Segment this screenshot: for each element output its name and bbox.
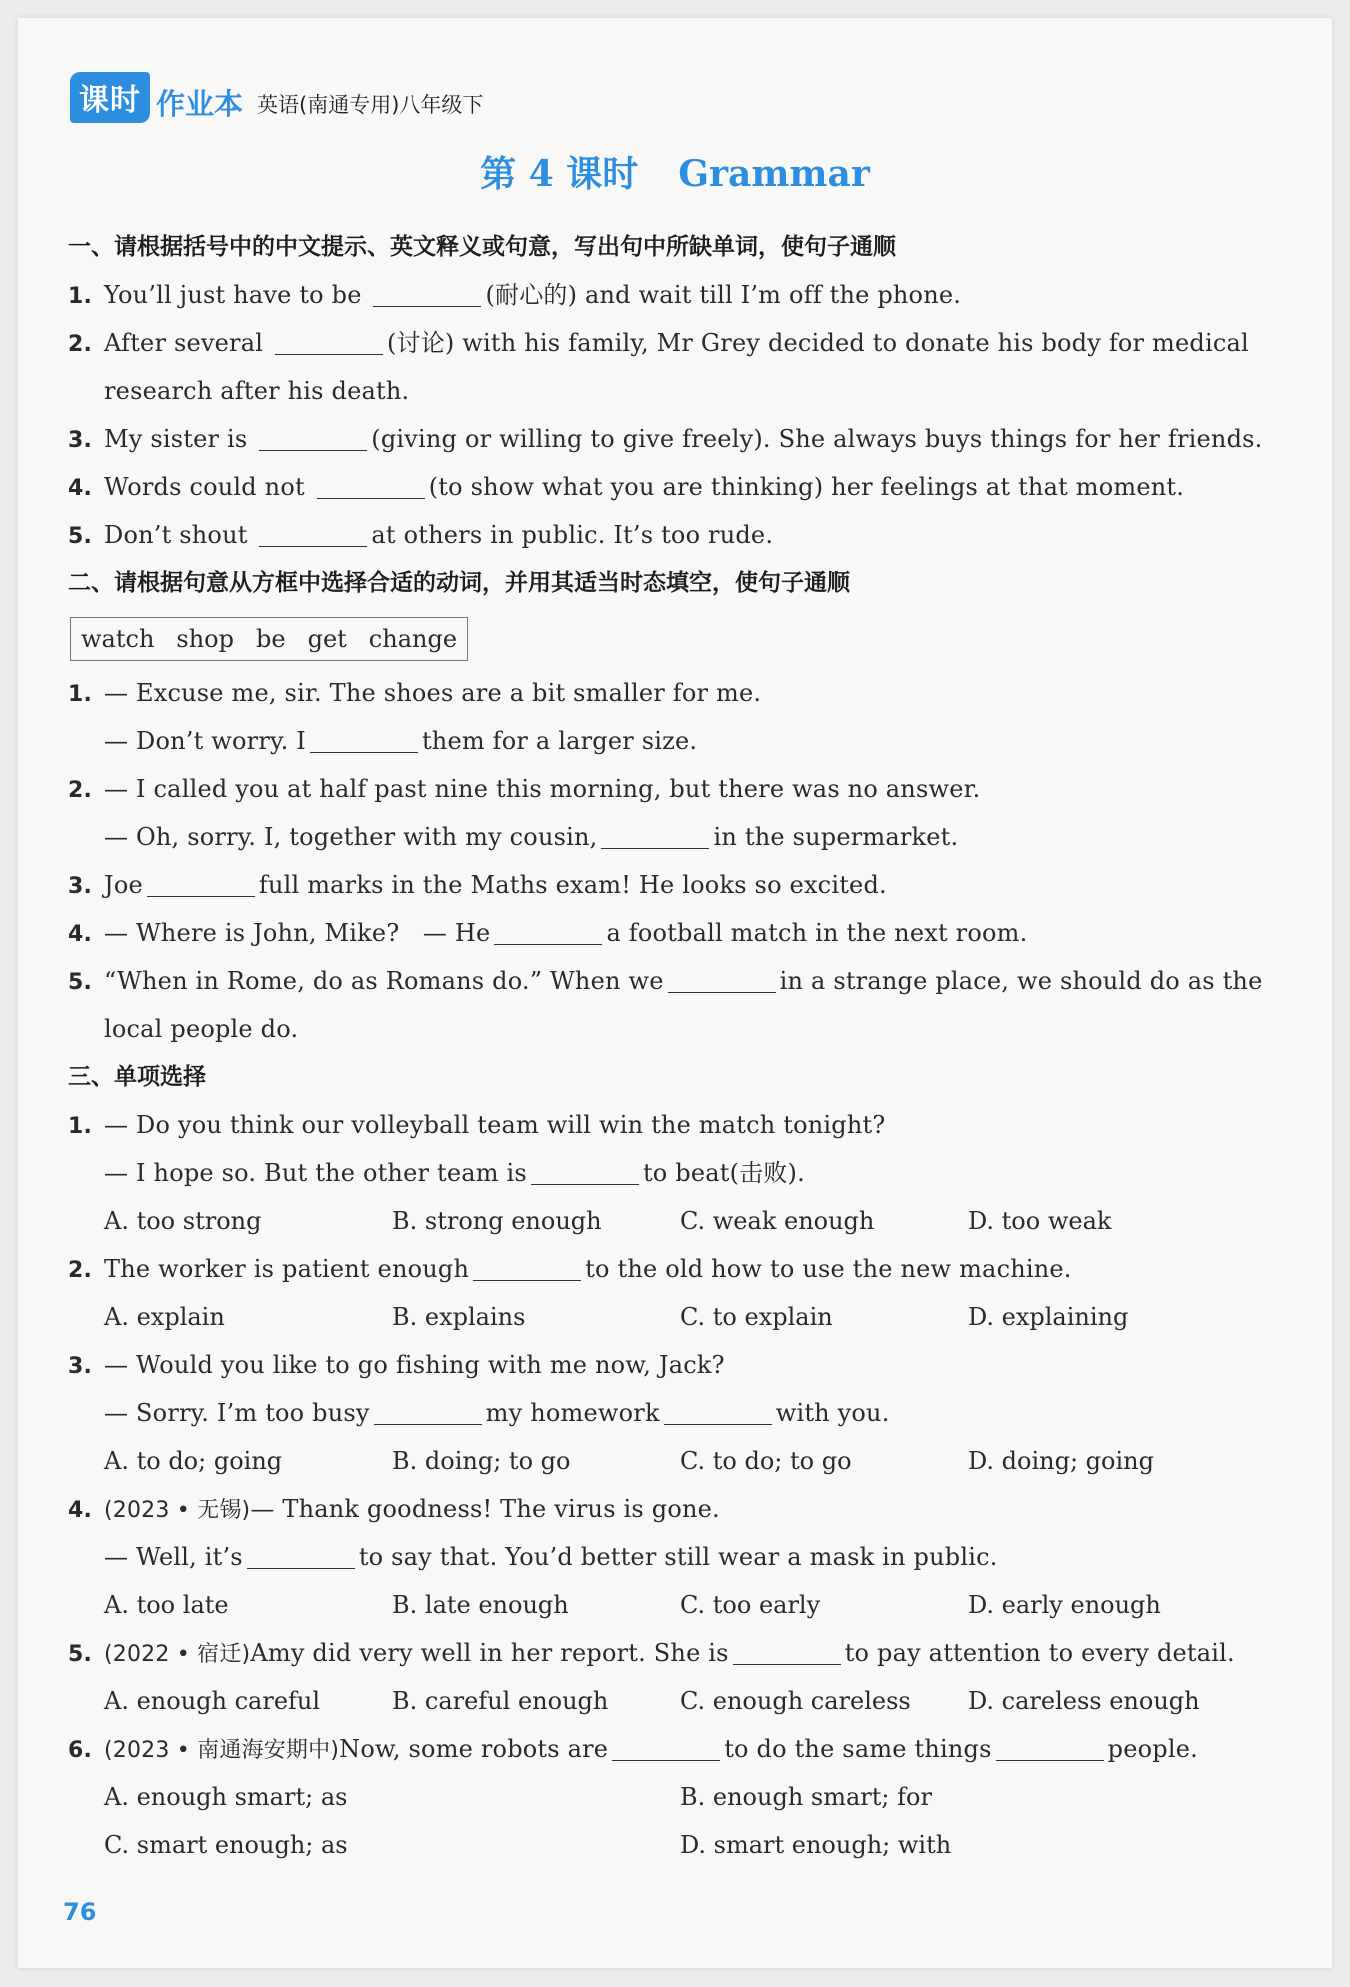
s2-question-3 bbox=[68, 861, 1288, 909]
question-text: them for a larger size. bbox=[421, 727, 698, 755]
choice-c[interactable]: C. to do; to go bbox=[680, 1447, 852, 1475]
brand-name: 作业本 bbox=[156, 87, 244, 121]
question-text: The worker is patient enough bbox=[104, 1255, 470, 1283]
question-number: 3. bbox=[68, 1354, 93, 1379]
brand-logo: 课时 bbox=[70, 72, 150, 123]
s3-question-1-reply bbox=[68, 1149, 1288, 1197]
question-text: — Sorry. I’m too busy bbox=[104, 1399, 370, 1427]
question-text: — Oh, sorry. I, together with my cousin, bbox=[104, 823, 598, 851]
answer-blank[interactable] bbox=[733, 1634, 841, 1665]
question-text: (讨论) with his family, Mr Grey decided to donate his body for medical bbox=[386, 329, 1249, 357]
question-text: — Well, it’s bbox=[104, 1543, 243, 1571]
question-text: — Excuse me, sir. The shoes are a bit smaller for me. bbox=[104, 679, 762, 707]
s3-question-4 bbox=[68, 1485, 1288, 1533]
question-number: 5. bbox=[68, 1642, 93, 1667]
word-option: watch bbox=[81, 625, 155, 653]
question-source: (2023 • 南通海安期中) bbox=[104, 1738, 340, 1763]
question-text: — Where is John, Mike? — He bbox=[104, 919, 491, 947]
answer-blank[interactable] bbox=[612, 1730, 720, 1761]
s3-q2-options bbox=[68, 1293, 1288, 1341]
lesson-topic: Grammar bbox=[678, 153, 870, 195]
question-number: 1. bbox=[68, 284, 93, 309]
choice-b[interactable]: B. explains bbox=[392, 1303, 526, 1331]
question-number: 2. bbox=[68, 778, 93, 803]
answer-blank[interactable] bbox=[275, 324, 383, 355]
s3-question-3-reply bbox=[68, 1389, 1288, 1437]
question-text: — I called you at half past nine this morning, but there was no answer. bbox=[104, 775, 981, 803]
question-text: Words could not bbox=[104, 473, 305, 501]
question-text: a football match in the next room. bbox=[606, 919, 1028, 947]
s3-question-5 bbox=[68, 1629, 1288, 1677]
question-number: 2. bbox=[68, 1258, 93, 1283]
s1-question-4 bbox=[68, 463, 1288, 511]
word-box bbox=[70, 617, 468, 661]
choice-d[interactable]: D. smart enough; with bbox=[680, 1831, 952, 1859]
s3-q6-options-row1 bbox=[68, 1773, 1288, 1821]
answer-blank[interactable] bbox=[494, 914, 602, 945]
choice-b[interactable]: B. strong enough bbox=[392, 1207, 602, 1235]
s2-question-1-reply bbox=[68, 717, 1288, 765]
answer-blank[interactable] bbox=[374, 1394, 482, 1425]
choice-a[interactable]: A. too strong bbox=[104, 1207, 262, 1235]
s3-question-1 bbox=[68, 1101, 1288, 1149]
question-number: 6. bbox=[68, 1738, 93, 1763]
answer-blank[interactable] bbox=[473, 1250, 581, 1281]
question-text: to the old how to use the new machine. bbox=[585, 1255, 1072, 1283]
choice-c[interactable]: C. smart enough; as bbox=[104, 1831, 348, 1859]
question-number: 4. bbox=[68, 476, 93, 501]
question-text: My sister is bbox=[104, 425, 248, 453]
word-option: change bbox=[368, 625, 458, 653]
s1-question-3 bbox=[68, 415, 1288, 463]
s3-question-3 bbox=[68, 1341, 1288, 1389]
choice-a[interactable]: A. to do; going bbox=[104, 1447, 283, 1475]
choice-b[interactable]: B. enough smart; for bbox=[680, 1783, 932, 1811]
choice-d[interactable]: D. explaining bbox=[968, 1303, 1129, 1331]
question-text: to beat(击败). bbox=[642, 1159, 805, 1187]
answer-blank[interactable] bbox=[259, 420, 367, 451]
s1-question-2-cont: research after his death. bbox=[104, 377, 410, 405]
s1-question-2 bbox=[68, 319, 1288, 367]
question-text: — Do you think our volleyball team will win the match tonight? bbox=[104, 1111, 886, 1139]
question-text: You’ll just have to be bbox=[104, 281, 362, 309]
page-header bbox=[70, 73, 483, 123]
question-text: full marks in the Maths exam! He looks so excited. bbox=[258, 871, 887, 899]
workbook-page bbox=[18, 18, 1332, 1968]
question-text: to do the same things bbox=[724, 1735, 992, 1763]
question-text: (耐心的) and wait till I’m off the phone. bbox=[485, 281, 962, 309]
question-text: my homework bbox=[485, 1399, 660, 1427]
answer-blank[interactable] bbox=[664, 1394, 772, 1425]
s1-question-1 bbox=[68, 271, 1288, 319]
s3-q6-options-row2 bbox=[68, 1821, 1288, 1869]
question-text: (to show what you are thinking) her feelings at that moment. bbox=[428, 473, 1185, 501]
answer-blank[interactable] bbox=[668, 962, 776, 993]
lesson-number: 第 4 课时 bbox=[480, 153, 639, 195]
question-text: Don’t shout bbox=[104, 521, 248, 549]
choice-c[interactable]: C. to explain bbox=[680, 1303, 833, 1331]
choice-d[interactable]: D. doing; going bbox=[968, 1447, 1154, 1475]
s3-q3-options bbox=[68, 1437, 1288, 1485]
question-text: After several bbox=[104, 329, 264, 357]
choice-c[interactable]: C. too early bbox=[680, 1591, 821, 1619]
choice-d[interactable]: D. careless enough bbox=[968, 1687, 1200, 1715]
choice-a[interactable]: A. enough careful bbox=[104, 1687, 321, 1715]
choice-a[interactable]: A. enough smart; as bbox=[104, 1783, 348, 1811]
choice-c[interactable]: C. weak enough bbox=[680, 1207, 875, 1235]
question-number: 3. bbox=[68, 874, 93, 899]
page-title bbox=[18, 146, 1332, 197]
answer-blank[interactable] bbox=[247, 1538, 355, 1569]
page-number: 76 bbox=[63, 1898, 97, 1926]
choice-d[interactable]: D. early enough bbox=[968, 1591, 1161, 1619]
question-text: people. bbox=[1107, 1735, 1198, 1763]
choice-b[interactable]: B. late enough bbox=[392, 1591, 569, 1619]
s2-question-4 bbox=[68, 909, 1288, 957]
question-text: Amy did very well in her report. She is bbox=[250, 1639, 729, 1667]
question-text: Joe bbox=[104, 871, 143, 899]
answer-blank[interactable] bbox=[317, 468, 425, 499]
question-number: 5. bbox=[68, 524, 93, 549]
s3-q4-options bbox=[68, 1581, 1288, 1629]
section-3-heading: 三、单项选择 bbox=[68, 1064, 206, 1090]
s1-question-5 bbox=[68, 511, 1288, 559]
answer-blank[interactable] bbox=[601, 818, 709, 849]
answer-blank[interactable] bbox=[996, 1730, 1104, 1761]
choice-b[interactable]: B. careful enough bbox=[392, 1687, 609, 1715]
s3-question-2 bbox=[68, 1245, 1288, 1293]
choice-d[interactable]: D. too weak bbox=[968, 1207, 1112, 1235]
s3-question-4-reply bbox=[68, 1533, 1288, 1581]
choice-c[interactable]: C. enough careless bbox=[680, 1687, 911, 1715]
question-text: — Would you like to go fishing with me now, Jack? bbox=[104, 1351, 725, 1379]
question-number: 2. bbox=[68, 332, 93, 357]
question-number: 5. bbox=[68, 970, 93, 995]
question-text: at others in public. It’s too rude. bbox=[371, 521, 774, 549]
choice-a[interactable]: A. explain bbox=[104, 1303, 225, 1331]
question-text: in a strange place, we should do as the bbox=[779, 967, 1263, 995]
s2-question-5 bbox=[68, 957, 1288, 1005]
s3-q5-options bbox=[68, 1677, 1288, 1725]
question-text: — Don’t worry. I bbox=[104, 727, 306, 755]
question-number: 1. bbox=[68, 682, 93, 707]
s3-q1-options bbox=[68, 1197, 1288, 1245]
question-number: 4. bbox=[68, 1498, 93, 1523]
word-option: be bbox=[256, 625, 286, 653]
question-text: — Thank goodness! The virus is gone. bbox=[250, 1495, 720, 1523]
section-2-heading: 二、请根据句意从方框中选择合适的动词，并用其适当时态填空，使句子通顺 bbox=[68, 570, 850, 596]
question-text: to say that. You’d better still wear a mask in public. bbox=[358, 1543, 998, 1571]
question-text: (giving or willing to give freely). She always buys things for her friends. bbox=[371, 425, 1263, 453]
choice-a[interactable]: A. too late bbox=[104, 1591, 229, 1619]
question-number: 4. bbox=[68, 922, 93, 947]
answer-blank[interactable] bbox=[373, 276, 481, 307]
word-option: get bbox=[307, 625, 347, 653]
answer-blank[interactable] bbox=[259, 516, 367, 547]
worksheet-content bbox=[68, 223, 1288, 1869]
s2-question-5-cont: local people do. bbox=[104, 1015, 299, 1043]
s3-question-6 bbox=[68, 1725, 1288, 1773]
question-number: 1. bbox=[68, 1114, 93, 1139]
question-source: (2023 • 无锡) bbox=[104, 1498, 251, 1523]
word-option: shop bbox=[176, 625, 234, 653]
s2-question-2-reply bbox=[68, 813, 1288, 861]
question-text: to pay attention to every detail. bbox=[844, 1639, 1235, 1667]
question-number: 3. bbox=[68, 428, 93, 453]
question-text: with you. bbox=[775, 1399, 890, 1427]
question-text: Now, some robots are bbox=[339, 1735, 609, 1763]
answer-blank[interactable] bbox=[147, 866, 255, 897]
question-text: — I hope so. But the other team is bbox=[104, 1159, 527, 1187]
question-text: in the supermarket. bbox=[713, 823, 959, 851]
s2-question-1 bbox=[68, 669, 1288, 717]
s2-question-2 bbox=[68, 765, 1288, 813]
question-source: (2022 • 宿迁) bbox=[104, 1642, 251, 1667]
question-text: “When in Rome, do as Romans do.” When we bbox=[104, 967, 664, 995]
answer-blank[interactable] bbox=[310, 722, 418, 753]
section-1-heading: 一、请根据括号中的中文提示、英文释义或句意，写出句中所缺单词，使句子通顺 bbox=[68, 234, 896, 260]
answer-blank[interactable] bbox=[531, 1154, 639, 1185]
subject-label: 英语(南通专用)八年级下 bbox=[257, 93, 484, 117]
choice-b[interactable]: B. doing; to go bbox=[392, 1447, 571, 1475]
